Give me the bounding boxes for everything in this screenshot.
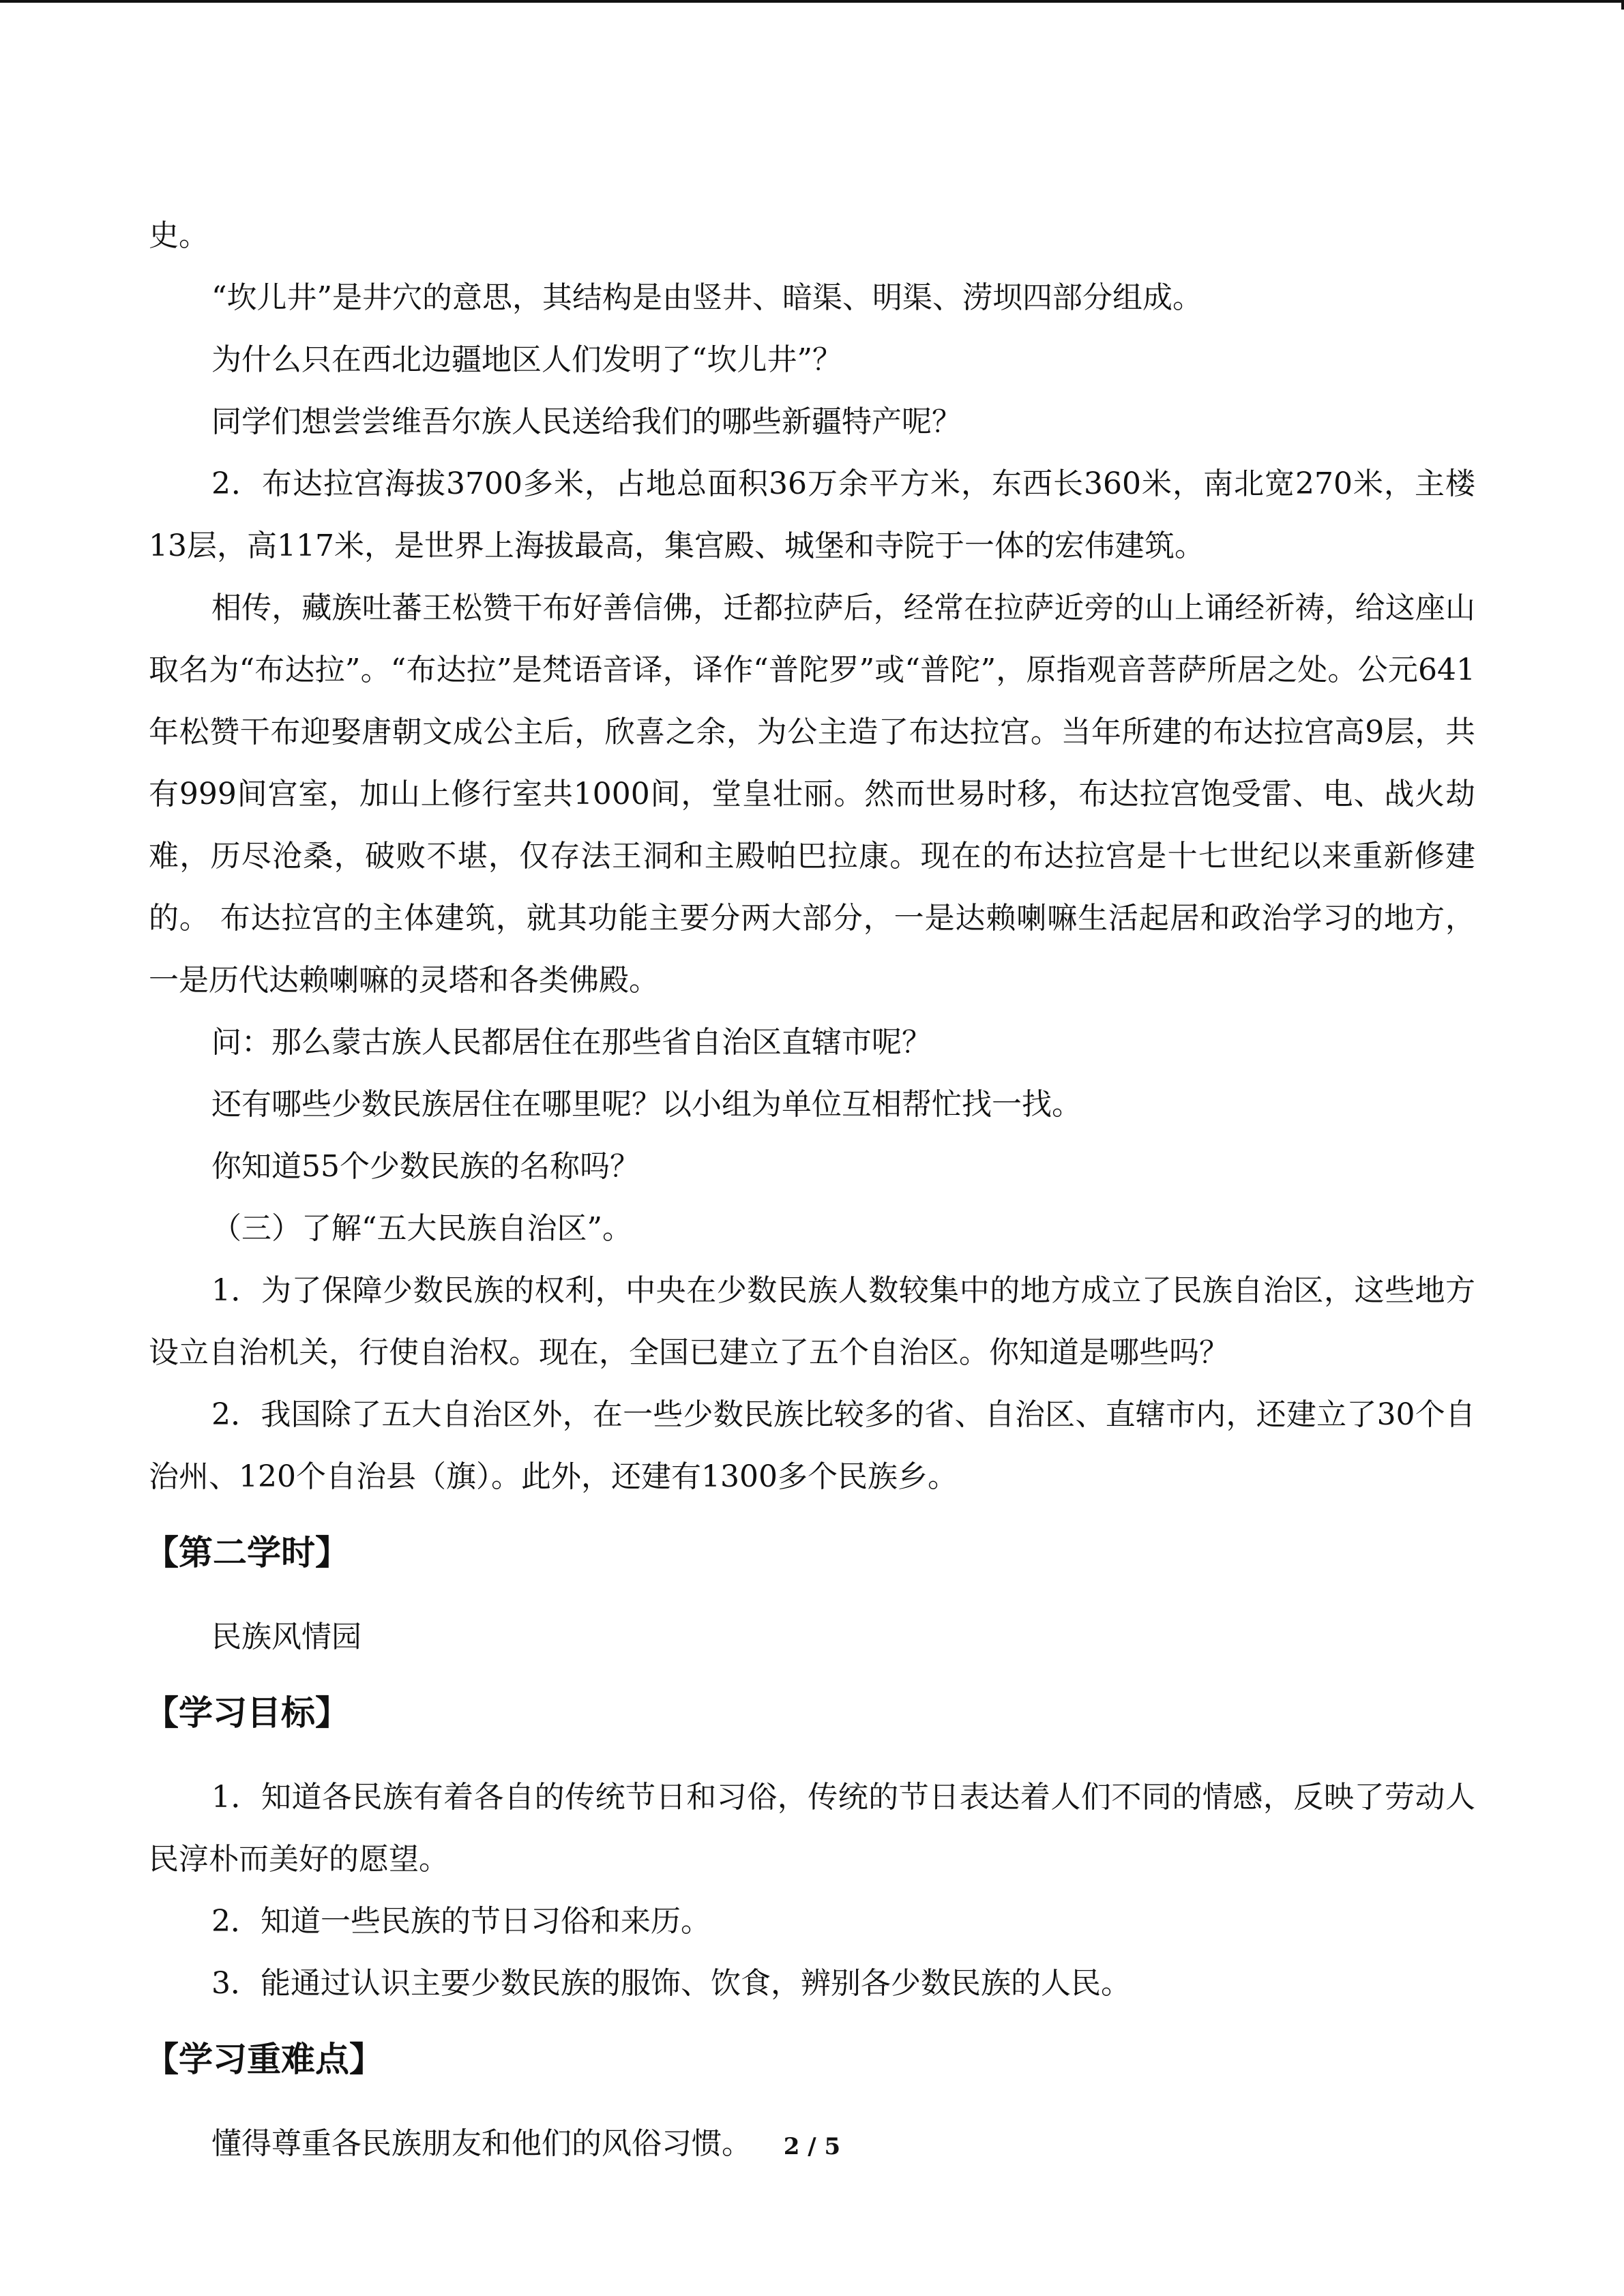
paragraph-55-minorities: 你知道55个少数民族的名称吗？ [211, 1149, 640, 1184]
paragraph-potala-history: 相传，藏族吐蕃王松赞干布好善信佛，迁都拉萨后，经常在拉萨近旁的山上诵经祈祷，给这座山取名为“布达拉”。“布达拉”是梵语音译，译作“普陀罗”或“普陀”，原指观音菩萨所居之处。公元641年松赞干布迎娶唐朝文成公主后，欣喜之余，为公主造了布达拉宫。当年所建的布达拉宫高9层，共有999间宫室，加山上修行室共1000间，堂皇壮丽。然而世易时移，布达拉宫饱受雷、电、战火劫难，历尽沧桑，破败不堪，仅存法王洞和主殿帕巴拉康。现在的布达拉宫是十七世纪以来重新修建的。 布达拉宫的主体建筑，就其功能主要分两大部分，一是达赖喇嘛生活起居和政治学习的地方，一是历代达赖喇嘛的灵塔和各类佛殿。 [149, 591, 1475, 998]
paragraph-autonomous-regions-heading: （三）了解“五大民族自治区”。 [211, 1211, 632, 1246]
key-point-item: 懂得尊重各民族朋友和他们的风俗习惯。 [211, 2126, 752, 2161]
section-heading-objectives: 【学习目标】 [145, 1693, 349, 1733]
objective-item: 2．知道一些民族的节日习俗和来历。 [211, 1904, 711, 1939]
paragraph-karez-definition: “坎儿井”是井穴的意思，其结构是由竖井、暗渠、明渠、涝坝四部分组成。 [211, 280, 1202, 315]
paragraph-potala-facts: 2．布达拉宫海拔3700多米，占地总面积36万余平方米，东西长360米，南北宽270米，主楼13层，高117米，是世界上海拔最高，集宫殿、城堡和寺院于一体的宏伟建筑。 [149, 466, 1475, 563]
top-border-line [0, 0, 1624, 3]
paragraph-group-activity: 还有哪些少数民族居住在哪里呢？以小组为单位互相帮忙找一找。 [211, 1087, 1082, 1122]
section-heading-key-points: 【学习重难点】 [145, 2040, 383, 2079]
objective-item: 3．能通过认识主要少数民族的服饰、饮食，辨别各少数民族的人民。 [211, 1966, 1131, 2001]
paragraph-karez-question: 为什么只在西北边疆地区人们发明了“坎儿井”？ [211, 342, 842, 377]
paragraph-autonomous-counts: 2．我国除了五大自治区外，在一些少数民族比较多的省、自治区、直辖市内，还建立了30个自治州、120个自治县（旗）。此外，还建有1300多个民族乡。 [149, 1397, 1475, 1494]
second-lesson-title: 民族风情园 [211, 1620, 361, 1654]
paragraph-mongolian-question: 问：那么蒙古族人民都居住在那些省自治区直辖市呢？ [211, 1025, 932, 1060]
paragraph-xinjiang-specialty: 同学们想尝尝维吾尔族人民送给我们的哪些新疆特产呢？ [211, 404, 962, 439]
objective-item: 1．知道各民族有着各自的传统节日和习俗，传统的节日表达着人们不同的情感，反映了劳动人民淳朴而美好的愿望。 [149, 1780, 1475, 1877]
section-heading-second-lesson: 【第二学时】 [145, 1533, 349, 1572]
corner-mark [1621, 0, 1624, 10]
page-content [145, 205, 1475, 2175]
page-number: 2 / 5 [783, 2133, 841, 2160]
paragraph-autonomous-rights: 1．为了保障少数民族的权利，中央在少数民族人数较集中的地方成立了民族自治区，这些地方设立自治机关，行使自治权。现在，全国已建立了五个自治区。你知道是哪些吗？ [149, 1273, 1475, 1370]
paragraph-continuation: 史。 [149, 218, 209, 253]
